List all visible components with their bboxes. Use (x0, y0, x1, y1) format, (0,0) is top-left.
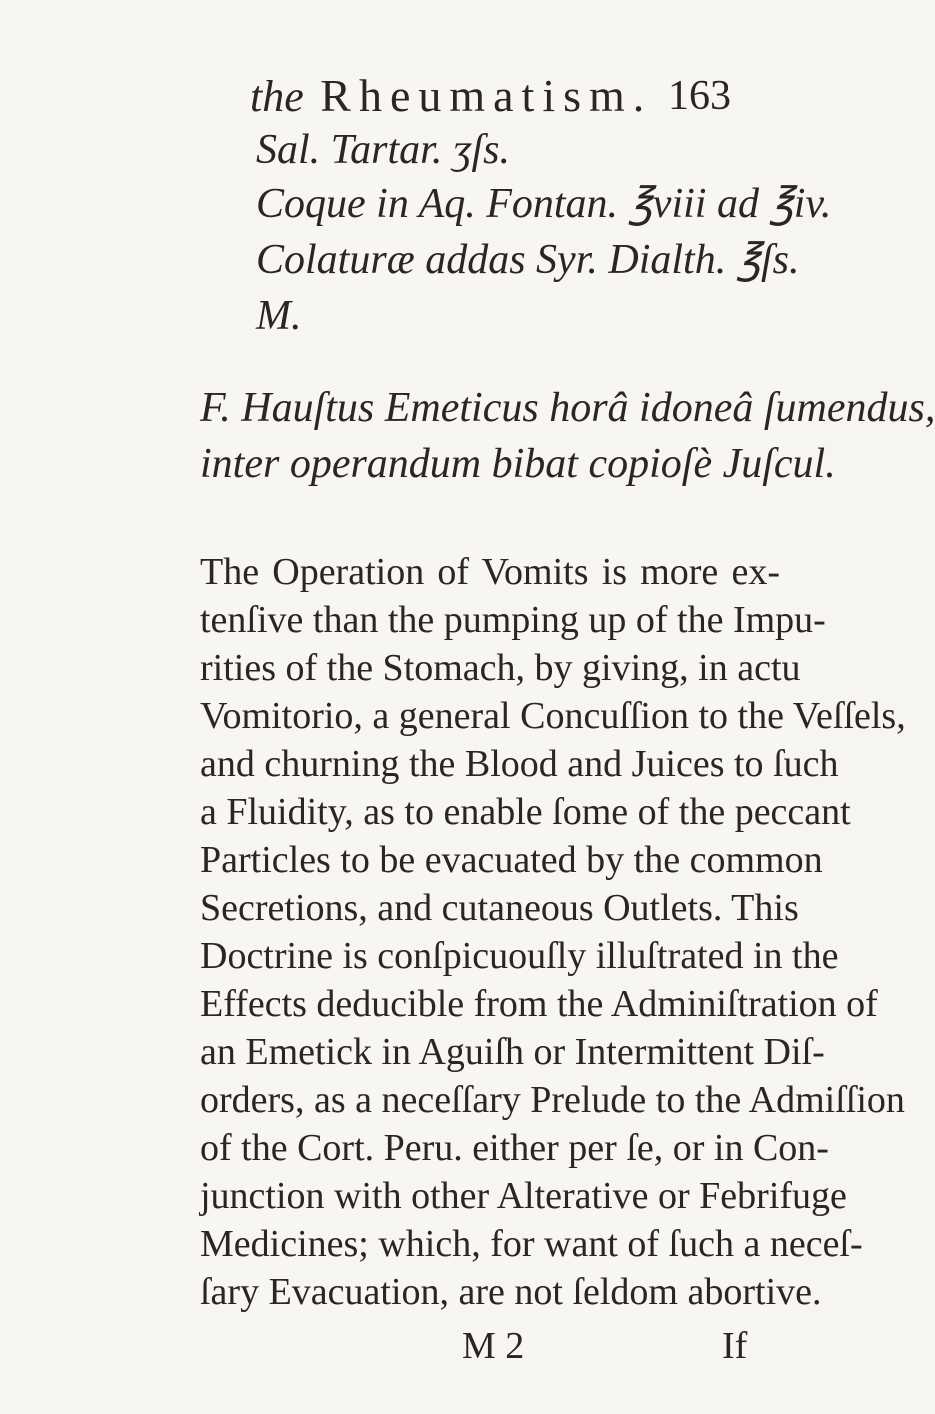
paragraph-line-7: Particles to be evacuated by the common (200, 839, 823, 881)
running-title: Rheumatism. (320, 70, 653, 121)
page-number: 163 (668, 73, 731, 119)
prescription-line-1: Sal. Tartar. ʒſs. (256, 127, 511, 173)
paragraph-line-2: tenſive than the pumping up of the Impu- (200, 599, 826, 641)
paragraph-line-6: a Fluidity, as to enable ſome of the peccant (200, 791, 851, 833)
running-head: the (250, 72, 304, 121)
paragraph-line-11: an Emetick in Aguiſh or Intermittent Diſ- (200, 1031, 825, 1073)
paragraph-line-14: junction with other Alterative or Febrifuge (200, 1175, 847, 1217)
paragraph-line-5: and churning the Blood and Juices to ſuch (200, 743, 839, 785)
signature-mark: M 2 (462, 1325, 525, 1367)
page-header (250, 68, 770, 126)
prescription-line-2: Coque in Aq. Fontan. ℥viii ad ℥iv. (256, 181, 832, 227)
prescription-line-4: M. (256, 293, 302, 339)
paragraph-line-1: The Operation of Vomits is more ex- (200, 551, 780, 593)
prescription-line-3: Colaturæ addas Syr. Dialth. ℥ſs. (256, 237, 800, 283)
directions-line-1: F. Hauſtus Emeticus horâ idoneâ ſumendus, (200, 385, 935, 431)
paragraph-line-4: Vomitorio, a general Concuſſion to the Veſſels, (200, 695, 906, 737)
directions-line-2: inter operandum bibat copioſè Juſcul. (200, 441, 836, 487)
paragraph-line-15: Medicines; which, for want of ſuch a neceſ- (200, 1223, 863, 1265)
paragraph-line-9: Doctrine is conſpicuouſly illuſtrated in the (200, 935, 839, 977)
paragraph-line-8: Secretions, and cutaneous Outlets. This (200, 887, 799, 929)
paragraph-line-13: of the Cort. Peru. either per ſe, or in Con- (200, 1127, 829, 1169)
paragraph-line-12: orders, as a neceſſary Prelude to the Admiſſion (200, 1079, 905, 1121)
catchword: If (722, 1325, 748, 1367)
paragraph-line-10: Effects deducible from the Adminiſtration of (200, 983, 878, 1025)
paragraph-line-3: rities of the Stomach, by giving, in actu (200, 647, 801, 689)
paragraph-line-16: ſary Evacuation, are not ſeldom abortive. (200, 1271, 822, 1313)
